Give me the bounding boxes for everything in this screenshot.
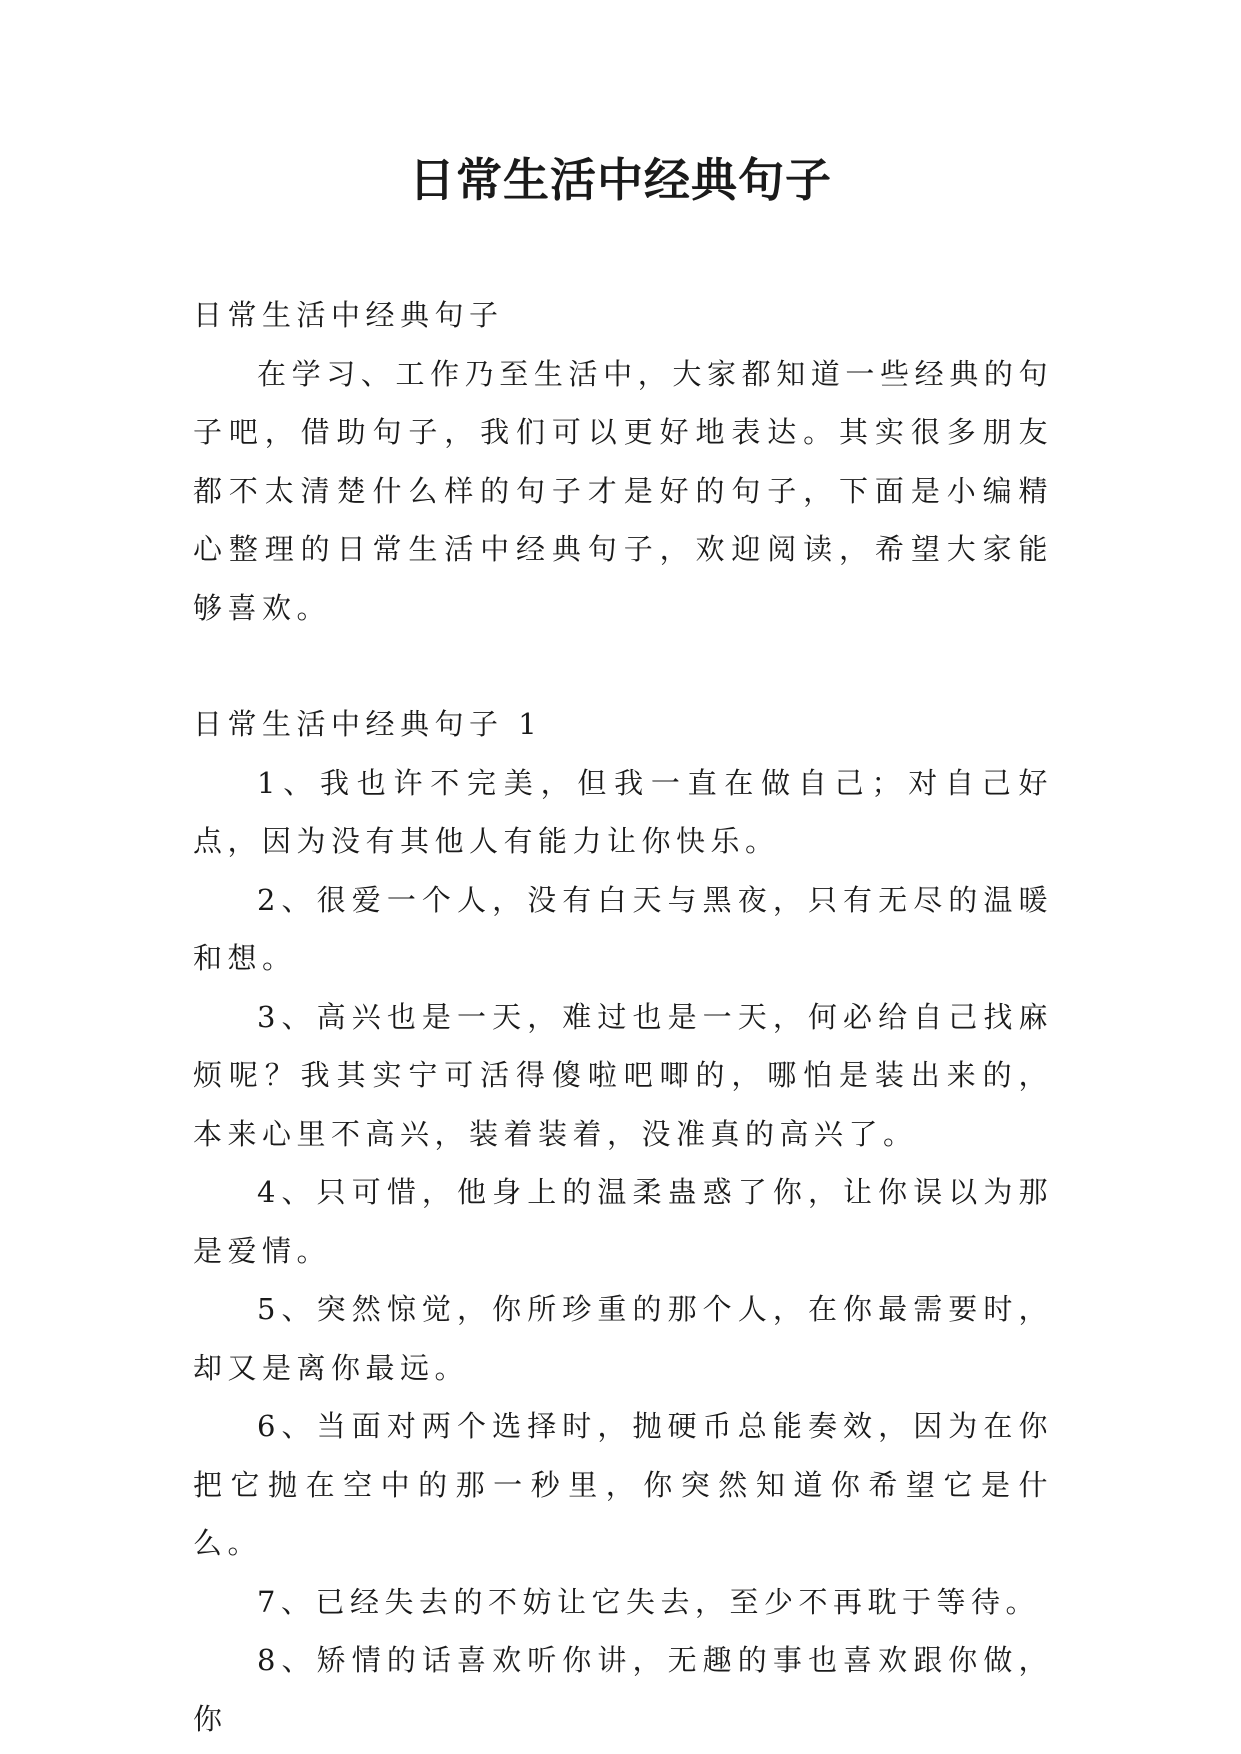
intro-paragraph: 在学习、工作乃至生活中，大家都知道一些经典的句子吧，借助句子，我们可以更好地表达。其实很多朋友都不太清楚什么样的句子才是好的句子，下面是小编精心整理的日常生活中经典句子，欢迎阅读，希望大家能够喜欢。 — [193, 356, 1053, 625]
sentence-item: 6、当面对两个选择时，抛硬币总能奏效，因为在你把它抛在空中的那一秒里，你突然知道你希望它是什么。 — [193, 1409, 1053, 1560]
sentence-item: 4、只可惜，他身上的温柔蛊惑了你，让你误以为那是爱情。 — [193, 1175, 1053, 1268]
document-title: 日常生活中经典句子 — [409, 153, 832, 207]
section-heading: 日常生活中经典句子 1 — [193, 707, 543, 741]
sentence-item: 3、高兴也是一天，难过也是一天，何必给自己找麻烦呢？我其实宁可活得傻啦吧唧的，哪怕是装出来的，本来心里不高兴，装着装着，没准真的高兴了。 — [193, 999, 1053, 1151]
intro-heading: 日常生活中经典句子 — [193, 298, 504, 332]
sentence-item: 1、我也许不完美，但我一直在做自己；对自己好点，因为没有其他人有能力让你快乐。 — [193, 765, 1053, 858]
sentence-item: 7、已经失去的不妨让它失去，至少不再耽于等待。 — [257, 1584, 1040, 1619]
sentence-item: 5、突然惊觉，你所珍重的那个人，在你最需要时，却又是离你最远。 — [193, 1292, 1053, 1385]
document-body — [193, 286, 1053, 1748]
sentence-item: 2、很爱一个人，没有白天与黑夜，只有无尽的温暖和想。 — [193, 882, 1053, 975]
paragraph-spacer — [193, 637, 1053, 695]
sentence-item: 8、矫情的话喜欢听你讲，无趣的事也喜欢跟你做，你 — [193, 1643, 1053, 1736]
